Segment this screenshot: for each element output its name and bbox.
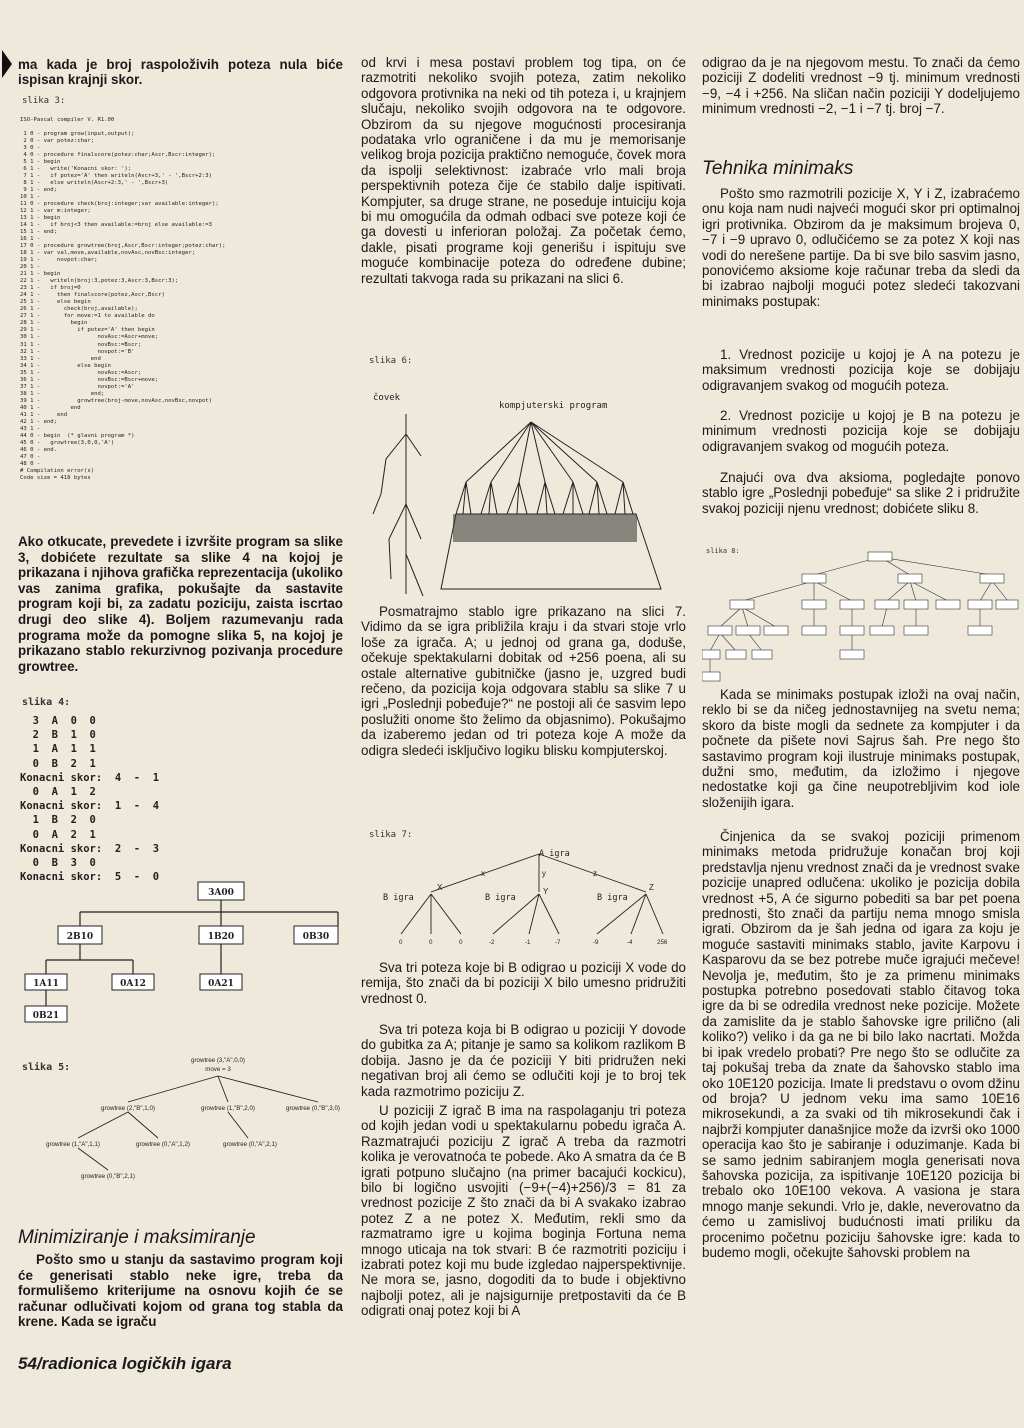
- body-paragraph-1: od krvi i mesa postavi problem tog tipa, on će razmotriti nekoliko svojih poteza, zatim nekoliko odgovora protivnika na neki od tih poteza i, u krajnjem slučaju, nekoliko svojih odgovora na te odgovore. Obzirom da su njegove mogućnosti procesiranja podataka vrlo ograničene i da mu je memorisanje velikog broja pozicija praktično nemoguće, čovek mora da ispolji selektivnost: izabraće vrlo mali broja perspektivnih poteza čije će stabilo dalje ispitivati. Kompjuter, sa druge strane, ne poseduje intuiciju koja bi mu omogućila da odmah odbaci sve poteze koji će ga dovesti u inferioran položaj. Za početak ćemo, dakle, pisati programe koji generišu i ispituju sve moguće kombinacije poteza do određene dubine; rezultati takvoga rada su prikazani na slici 6.: [361, 55, 686, 286]
- fig4-tree: [18, 878, 343, 1038]
- code-line: 26 1 - check(broj,available);: [20, 306, 138, 313]
- code-line: 20 1 -: [20, 264, 41, 271]
- human-tree: [373, 414, 423, 596]
- fig8-minimax-tree: [702, 547, 1020, 687]
- code-line: 29 1 - if potez='A' then begin: [20, 327, 155, 334]
- code-line: 42 1 - end;: [20, 418, 58, 425]
- call-node-move: move = 3: [205, 1066, 231, 1073]
- call-node: growtree (1,"B",2,0): [201, 1105, 255, 1112]
- tree-node-label: 0B21: [32, 1011, 60, 1021]
- call-node: growtree (0,"B",2,1): [81, 1173, 135, 1180]
- code-line: 48 0 -: [20, 460, 41, 467]
- output-line: 0 A 2 1: [20, 828, 96, 841]
- leaf-value: -1: [525, 939, 531, 946]
- node-label: B igra: [383, 893, 414, 903]
- tree-node-label: 0A12: [120, 979, 146, 989]
- code-line: 8 1 - else writeln(Ascr+2:3,' - ',Bscr+3): [20, 180, 169, 187]
- code-line: 40 1 - end: [20, 404, 81, 411]
- leaf-value: 0: [399, 939, 403, 946]
- code-line: 2 0 - var potez:char;: [20, 138, 95, 145]
- intro-paragraph: ma kada je broj raspoloživih poteza nula biće ispisan krajnji skor.: [18, 57, 343, 88]
- code-line: 16 1 -: [20, 236, 41, 243]
- code-line: 45 0 - growtree(3,0,0,'A'): [20, 439, 115, 446]
- code-line: 18 1 - var val,move,available,novAsc,novBsc:integer;: [20, 250, 196, 257]
- code-line: 19 1 - novpot:char;: [20, 257, 98, 264]
- tree-node-label: 0A21: [208, 979, 234, 989]
- branch-label: y: [542, 869, 546, 878]
- code-line: 7 1 - if potez='A' then writeln(Ascr+3,' - ',Bscr+2:3): [20, 173, 212, 180]
- node-label: B igra: [597, 893, 628, 903]
- leaf-value: -9: [593, 939, 599, 946]
- call-node: growtree (0,"B",3,0): [286, 1105, 340, 1112]
- program-output: [20, 714, 159, 884]
- fig5-call-tree: [18, 1050, 343, 1220]
- call-node: growtree (0,"A",1,2): [136, 1141, 190, 1148]
- fig7-game-tree: [361, 842, 686, 952]
- code-line: 27 1 - for move:=1 to available do: [20, 313, 155, 320]
- code-line: 23 1 - if broj=0: [20, 285, 81, 292]
- code-line: 33 1 - end: [20, 355, 101, 362]
- leaf-value: 0: [459, 939, 463, 946]
- leaf-value: -4: [627, 939, 633, 946]
- code-line: 38 1 - end;: [20, 390, 105, 397]
- code-line: 21 1 - begin: [20, 271, 61, 278]
- tree-node-label: 2B10: [66, 932, 94, 942]
- fig8-caption: slika 8:: [706, 547, 740, 555]
- node-label: B igra: [485, 893, 516, 903]
- output-line: 1 A 1 1: [20, 743, 96, 756]
- tree-node-label: 1A11: [33, 979, 59, 989]
- code-line: 46 0 - end.: [20, 446, 58, 453]
- body-paragraph-2: Pošto smo u stanju da sastavimo program koji će generisati stablo neke igre, treba da formulišemo kriterijume na osnovu kojih će se računar odlučivati kojom od grana tog stabla da krene. Kada se igraču: [18, 1252, 343, 1330]
- leaf-value: 256: [657, 939, 668, 946]
- output-line: Konacni skor: 5 - 0: [20, 871, 160, 884]
- output-line: Konacni skor: 2 - 3: [20, 842, 160, 855]
- body-paragraph-4: Sva tri poteza koja bi B odigrao u poziciji Y dovode do gubitka za A; pitanje je samo sa kolikom razlikom B dobija. Jasno je da će poziciji Y biti pridružen neki negativan broj ali ćemo se odlučiti koji je to broj tek kada razmotrimo poziciju Z.: [361, 1022, 686, 1099]
- body-paragraph-3: Sva tri poteza koje bi B odigrao u poziciji X vode do remija, što znači da bi poziciji X bilo umesno pridružiti vrednost 0.: [361, 960, 686, 1006]
- body-paragraph-6: Kada se minimaks postupak izloži na ovaj način, reklo bi se da ničeg jednostavnijeg na svetu nema; skoro da biste mogli da sednete za kompjuter i da počnete da pišete novi Sajrus šah. Pre nego što sastavimo program koji ilustruje minimaks postupak, dužni smo, međutim, da izložimo i njegove nedostatke koji ga čine neupotrebljivim kod iole složenijih igara.: [702, 687, 1020, 810]
- call-node: growtree (3,"A",0,0): [191, 1057, 245, 1064]
- axiom-2: 2. Vrednost pozicije u kojoj je B na potezu je minimum vrednosti pozicija koje se dobijaju odigravanjem svakog od mogućih poteza.: [702, 408, 1020, 454]
- code-line: 35 1 - novAsc:=Ascr;: [20, 369, 142, 376]
- code-line: 5 1 - begin: [20, 159, 61, 166]
- code-line: [20, 124, 345, 131]
- code-line: 9 1 - end;: [20, 187, 58, 194]
- branch-label: x: [481, 869, 485, 878]
- output-line: 3 A 0 0: [20, 715, 96, 727]
- computer-tree: [441, 422, 661, 589]
- position-label: Y: [543, 887, 549, 896]
- code-line: 12 1 - var m:integer;: [20, 208, 91, 215]
- code-line: 31 1 - novBsc:=Bscr;: [20, 341, 142, 348]
- code-line: Code size = 418 bytes: [20, 474, 91, 481]
- body-paragraph-2: Pošto smo razmotrili pozicije X, Y i Z, izabraćemo onu koja nam nudi najveći mogući skor pri optimalnoj igri protivnika. Obzirom da je maksimum brojeva 0, −7 i −9 upravo 0, odlučićemo se za potez X koji nas vodi do nerešene partije. Da bi sve bilo sasvim jasno, ponovićemo aksiome koje računar treba da sledi da bi izabrao najbolji mogući potez sledeći takozvani minimaks postupak:: [702, 186, 1020, 309]
- fig5-caption: slika 5:: [22, 1062, 71, 1073]
- code-line: 41 1 - end: [20, 411, 68, 418]
- output-line: 0 B 3 0: [20, 857, 96, 870]
- computer-label: kompjuterski program: [499, 401, 608, 411]
- output-line: 0 A 1 2: [20, 786, 96, 799]
- body-paragraph-1: Ako otkucate, prevedete i izvršite program sa slike 3, dobićete rezultate sa slike 4 na kojoj je prikazana i njihova grafička reprezentacija (ukoliko vas zanima grafika, pokušajte da sastavite program koji bi, za zadatu poziciju, zaista iscrtao drugi deo slike 4). Boljem razumevanju rada programa može da pomogne slika 5, na kojoj je prikazano stablo rekurzivnog pozivanja procedure growtree.: [18, 534, 343, 674]
- page-footer: 54/radionica logičkih igara: [18, 1354, 232, 1373]
- code-line: 10 1 -: [20, 194, 41, 201]
- code-line: 43 1 -: [20, 425, 41, 432]
- code-line: 4 0 - procedure finalscore(potez:char;Ascr,Bscr:integer);: [20, 152, 216, 159]
- pascal-listing: [20, 117, 345, 482]
- output-line: 1 B 2 0: [20, 814, 96, 827]
- output-line: Konacni skor: 1 - 4: [20, 800, 160, 813]
- output-line: 0 B 2 1: [20, 757, 96, 770]
- fig4-caption: slika 4:: [22, 697, 71, 708]
- code-line: 24 1 - then finalscore(potez,Ascr,Bscr): [20, 292, 165, 299]
- code-line: 6 1 - write('Konacni skor: ');: [20, 166, 132, 173]
- tree-node-label: 1B20: [207, 932, 235, 942]
- body-paragraph-2: Posmatrajmo stablo igre prikazano na slici 7. Vidimo da se igra približila kraju i da stvari stoje vrlo loše za igrača. A; u jednoj od grana ga, doduše, očekuje spektakularni dobitak od +256 poena, ali su ostale alternative gubitničke (jasno je, uzgred budi rečeno, da pozicija koja odgovara stablu sa slike 7 u igri „Poslednji pobeđuje?“ ne postoji ali će sasvim lepo poslužiti onome što želimo da objasnimo). Pokušajmo da izaberemo jedan od tri poteza koje A može da odigra sledeći isključivo logiku blisku kompjuterskoj.: [361, 604, 686, 758]
- call-node: growtree (2,"B",1,0): [101, 1105, 155, 1112]
- code-line: 28 1 - begin: [20, 320, 88, 327]
- fig6-search-diagram: [361, 364, 686, 604]
- branch-label: z: [593, 869, 597, 878]
- fig3-caption: slika 3:: [22, 96, 66, 106]
- code-line: 37 1 - novpot:='A': [20, 383, 135, 390]
- code-line: 3 0 -: [20, 145, 41, 152]
- code-line: 34 1 - else begin: [20, 362, 111, 369]
- leaf-value: -2: [489, 939, 495, 946]
- code-line: 44 0 - begin (* glavni program *): [20, 432, 135, 439]
- code-line: 15 1 - end;: [20, 229, 58, 236]
- position-label: X: [437, 883, 443, 892]
- fig7-caption: slika 7:: [369, 830, 413, 840]
- position-label: Z: [649, 883, 654, 892]
- code-line: 25 1 - else begin: [20, 299, 91, 306]
- tree-node-label: 3A00: [208, 888, 234, 898]
- code-line: 36 1 - novBsc:=Bscr+move;: [20, 376, 159, 383]
- leaf-value: -7: [555, 939, 561, 946]
- leaf-value: 0: [429, 939, 433, 946]
- body-paragraph-1: odigrao da je na njegovom mestu. To znači da ćemo poziciji Z dodeliti vrednost −9 tj. minimum vrednosti −9, −4 i +256. Na sličan način poziciji Y dodeljujemo minimum vrednosti −2, −1 i −7 tj. broj −7.: [702, 55, 1020, 117]
- body-paragraph-7: Činjenica da se svakoj poziciji primenom minimaks metoda pridružuje konačan broj koji predstavlja njenu vrednost znači da je vrednost svake pozicije unapred odlučena: ukoliko je pozicija dobila vrednost +5, A će sigurno pobediti sa bar pet poena prednosti, što znači da partiju nema mnogo smisla igrati. Obzirom da je šah jedna od igara za koju je moguće sastaviti minimaks stablo, javite Karpovu i Kasparovu da se bez potrebe muče igrajući mečeve! Nevolja je, međutim, što je za primenu minimaks postupka potrebno posedovati stablo čitavog toka igre da bi se odredila vrednost neke pozicije. Možete da zamislite da je stablo šahovske igre prilično (ali koliko?) veliko i da ga ne bi bilo lako nacrtati. Možda bi ipak vredelo probati? Pre nego što se odlučite za taj pokušaj treba da znate da šahovsko stablo ima oko 10E120 pozicija. Imate li predstavu o ovom džinu od broja? U jednom veku ima samo 10E16 mikrosekundi, a za svaki od tih mikrosekundi čak i najbrži kompjuter današnjice može da izvrši oko 1000 operacija kao što je sabiranje i oduzimanje. Kada bi se samo jednim sabiranjem mogla generisati nova šahovska pozicija, za ispitivanje 10E120 pozicija bi trebalo oko 10E100 vekova. A vasiona je stara mnogo manje sekundi. Vrlo je, dakle, neverovatno da ćemo u zamislivoj budućnosti imati priliku da procenimo početnu poziciju šahovske igre: kada to budemo mogli, očekujte šahovski problem na: [702, 829, 1020, 1260]
- code-line: 22 1 - writeln(broj:3,potez:3,Ascr:3,Bscr:3);: [20, 278, 179, 285]
- call-node: growtree (1,"A",1,1): [46, 1141, 100, 1148]
- output-line: 2 B 1 0: [20, 729, 96, 742]
- section-heading-minimax-technique: Tehnika minimaks: [702, 158, 854, 179]
- human-label: čovek: [373, 393, 401, 403]
- body-paragraph-5: Znajući ova dva aksioma, pogledajte ponovo stablo igre „Poslednji pobeđuje“ sa slike 2 i pridružite svakoj poziciji njenu vrednost; dobićete sliku 8.: [702, 470, 1020, 516]
- page-marker-icon: [2, 50, 12, 78]
- code-line: 11 0 - procedure check(broj:integer;var available:integer);: [20, 201, 219, 208]
- code-line: 47 0 -: [20, 453, 41, 460]
- code-line: 1 0 - program grow(input,output);: [20, 131, 135, 138]
- call-node: growtree (0,"A",2,1): [223, 1141, 277, 1148]
- code-line: 17 0 - procedure growtree(broj,Ascr,Bscr:integer;potez:char);: [20, 243, 226, 250]
- output-line: Konacni skor: 4 - 1: [20, 771, 160, 784]
- root-label: A igra: [539, 849, 570, 859]
- section-heading-minimax: Minimiziranje i maksimiranje: [18, 1227, 256, 1248]
- code-line: 30 1 - novAsc:=Ascr+move;: [20, 334, 159, 341]
- axiom-1: 1. Vrednost pozicije u kojoj je A na potezu je maksimum vrednosti pozicija koje se dobijaju odigravanjem svakog od mogućih poteza.: [702, 347, 1020, 393]
- code-line: 39 1 - growtree(broj-move,novAsc,novBsc,novpot): [20, 397, 212, 404]
- body-paragraph-5: U poziciji Z igrač B ima na raspolaganju tri poteza od kojih jedan vodi u spektakularnu pobedu igrača A. Razmatrajući poziciju Z igrač A treba da razmotri kolika je verovatnoća te pobede. Ako A smatra da će B igrati potpuno slučajno (na primer bacajući kockicu), bilo bi logično usvojiti (−9+(−4)+256)/3 = 81 za vrednost pozicije Z što znači da bi A svakako izabrao potez Z a ne potez X. Međutim, rekli smo da razmatramo igre u kojima boginja Fortuna nema mnogo uticaja na tok stvari: B će razmotriti poziciju i izabrati potez koji mu bude izgledao najperspektivnije. Ne mora se, jasno, dogoditi da to bude i objektivno najbolji potez, ali je najsigurnije pretpostaviti da će B odigrati onaj potez koji bi A: [361, 1103, 686, 1319]
- tree-node-label: 0B30: [302, 932, 330, 942]
- code-line: # Compilation error(s): [20, 467, 95, 474]
- code-line: 32 1 - novpot:='B': [20, 348, 135, 355]
- code-line: 13 1 - begin: [20, 215, 61, 222]
- code-line: 14 1 - if broj<3 then available:=broj else available:=3: [20, 222, 212, 229]
- code-line: ISO-Pascal compiler V. R1.00: [20, 117, 115, 123]
- fig6-caption: slika 6:: [369, 356, 413, 366]
